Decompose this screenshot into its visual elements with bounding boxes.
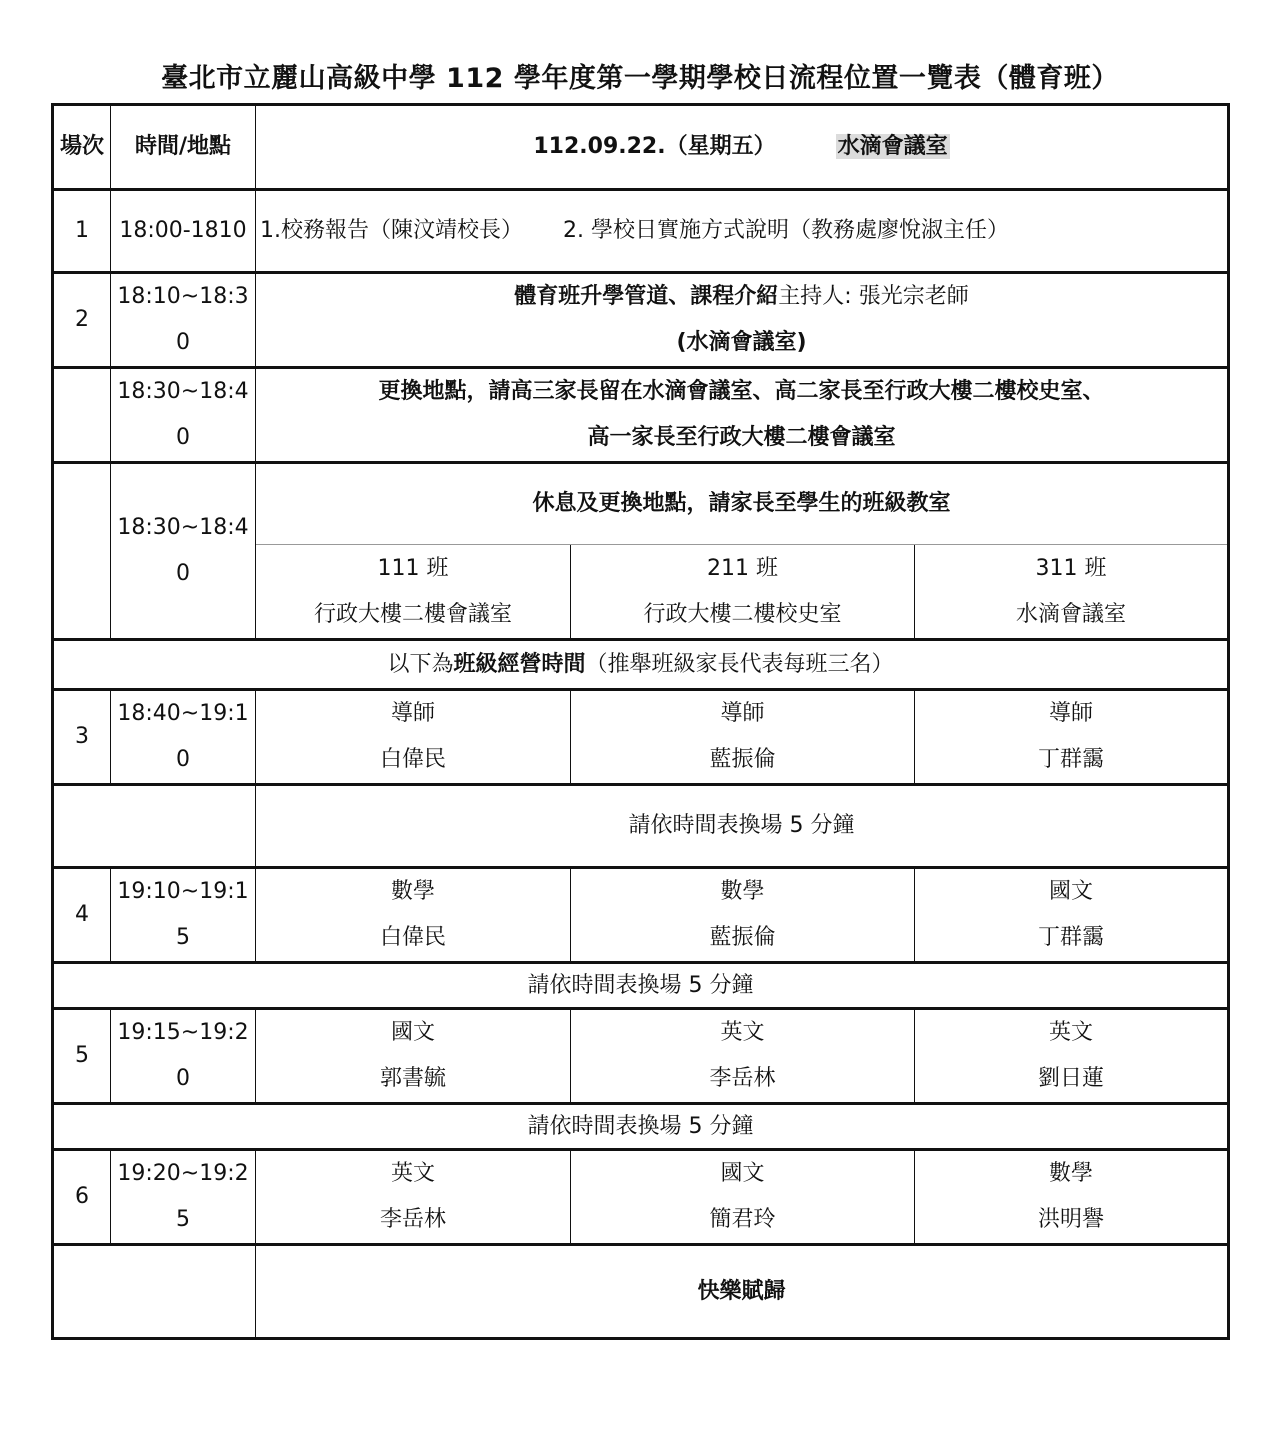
class-cell bbox=[915, 1009, 1229, 1104]
subject: 英文 bbox=[390, 1161, 435, 1186]
session-time bbox=[111, 868, 256, 963]
topic-place: (水滴會議室) bbox=[676, 330, 807, 355]
class-cell bbox=[256, 1150, 571, 1245]
class-cell bbox=[256, 868, 571, 963]
session-number: 4 bbox=[53, 868, 111, 963]
header-session: 場次 bbox=[53, 105, 111, 190]
class-cell bbox=[571, 1009, 915, 1104]
session-time bbox=[111, 273, 256, 368]
header-row bbox=[53, 105, 1229, 190]
teacher: 白偉民 bbox=[379, 925, 446, 950]
class-cell bbox=[256, 1009, 571, 1104]
teacher: 郭書毓 bbox=[379, 1066, 446, 1091]
subject: 導師 bbox=[390, 701, 435, 726]
session-number: 6 bbox=[53, 1150, 111, 1245]
table-row bbox=[53, 690, 1229, 785]
teacher: 藍振倫 bbox=[709, 747, 776, 772]
topic-host: 主持人: 張光宗老師 bbox=[778, 284, 969, 309]
class-cell bbox=[915, 690, 1229, 785]
class-cell bbox=[915, 545, 1229, 640]
header-time: 時間/地點 bbox=[111, 105, 256, 190]
table-row bbox=[53, 1150, 1229, 1245]
subject: 數學 bbox=[720, 879, 765, 904]
teacher: 丁群靄 bbox=[1037, 747, 1104, 772]
table-row bbox=[53, 463, 1229, 545]
class-room: 行政大樓二樓校史室 bbox=[643, 601, 842, 627]
class-room: 水滴會議室 bbox=[1015, 601, 1126, 627]
header-date: 112.09.22.（星期五） bbox=[533, 134, 776, 159]
subject: 國文 bbox=[720, 1161, 765, 1186]
session-topic bbox=[256, 273, 1229, 368]
table-row bbox=[53, 868, 1229, 963]
subject: 國文 bbox=[390, 1020, 435, 1045]
session-number: 2 bbox=[53, 273, 111, 368]
table-row bbox=[53, 1245, 1229, 1339]
table-row bbox=[53, 273, 1229, 368]
class-name: 211 班 bbox=[707, 555, 778, 581]
subject: 導師 bbox=[1048, 701, 1093, 726]
session-time bbox=[111, 1009, 256, 1104]
class-cell bbox=[571, 1150, 915, 1245]
teacher: 白偉民 bbox=[379, 747, 446, 772]
session-time bbox=[111, 1150, 256, 1245]
location-change-notice bbox=[256, 368, 1229, 463]
banner-text: （推舉班級家長代表每班三名） bbox=[585, 651, 894, 677]
empty-cell bbox=[53, 785, 256, 868]
table-row bbox=[53, 190, 1229, 273]
teacher: 李岳林 bbox=[709, 1066, 776, 1091]
teacher: 丁群靄 bbox=[1037, 925, 1104, 950]
table-row bbox=[53, 1104, 1229, 1150]
table-row bbox=[53, 963, 1229, 1009]
notice-line: 高一家長至行政大樓二樓會議室 bbox=[587, 425, 896, 450]
time-line: 0 bbox=[176, 747, 190, 772]
session-time bbox=[111, 368, 256, 463]
subject: 導師 bbox=[720, 701, 765, 726]
time-line: 18:10~18:3 bbox=[117, 284, 249, 309]
table-row bbox=[53, 1009, 1229, 1104]
table-row bbox=[53, 785, 1229, 868]
time-line: 0 bbox=[176, 330, 190, 355]
closing-text: 快樂賦歸 bbox=[256, 1245, 1229, 1339]
subject: 英文 bbox=[1048, 1020, 1093, 1045]
time-line: 0 bbox=[176, 1066, 190, 1091]
header-date-location bbox=[256, 105, 1229, 190]
teacher: 藍振倫 bbox=[709, 925, 776, 950]
session-agenda bbox=[256, 190, 1229, 273]
page-title: 臺北市立麗山高級中學 112 學年度第一學期學校日流程位置一覽表（體育班） bbox=[161, 63, 1119, 94]
table-row bbox=[53, 640, 1229, 690]
agenda-item: 1.校務報告（陳汶靖校長） bbox=[260, 218, 523, 243]
class-cell bbox=[571, 690, 915, 785]
session-number: 3 bbox=[53, 690, 111, 785]
session-time bbox=[111, 463, 256, 640]
session-number bbox=[53, 463, 111, 640]
subject: 數學 bbox=[390, 879, 435, 904]
teacher: 劉日蓮 bbox=[1037, 1066, 1104, 1091]
break-notice: 休息及更換地點，請家長至學生的班級教室 bbox=[256, 463, 1229, 545]
session-number: 5 bbox=[53, 1009, 111, 1104]
schedule-table bbox=[51, 103, 1230, 1340]
teacher: 洪明譽 bbox=[1037, 1207, 1104, 1232]
time-line: 19:10~19:1 bbox=[117, 879, 249, 904]
class-name: 311 班 bbox=[1035, 555, 1107, 581]
class-cell bbox=[571, 545, 915, 640]
class-time-banner bbox=[53, 640, 1229, 690]
time-line: 0 bbox=[176, 425, 190, 450]
class-cell bbox=[915, 868, 1229, 963]
time-line: 19:15~19:2 bbox=[117, 1020, 249, 1045]
session-time bbox=[111, 690, 256, 785]
time-line: 5 bbox=[176, 1207, 190, 1232]
session-number bbox=[53, 368, 111, 463]
empty-cell bbox=[53, 1245, 256, 1339]
time-line: 5 bbox=[176, 925, 190, 950]
banner-bold: 班級經營時間 bbox=[453, 651, 586, 677]
class-cell bbox=[256, 545, 571, 640]
class-room: 行政大樓二樓會議室 bbox=[313, 601, 512, 627]
time-line: 18:30~18:4 bbox=[117, 379, 249, 404]
teacher: 簡君玲 bbox=[709, 1207, 776, 1232]
agenda-item: 2. 學校日實施方式說明（教務處廖悅淑主任） bbox=[563, 218, 1009, 243]
teacher: 李岳林 bbox=[379, 1207, 446, 1232]
header-location: 水滴會議室 bbox=[837, 134, 948, 159]
session-time: 18:00-1810 bbox=[111, 190, 256, 273]
class-cell bbox=[256, 690, 571, 785]
table-row bbox=[53, 368, 1229, 463]
notice-line: 更換地點，請高三家長留在水滴會議室、高二家長至行政大樓二樓校史室、 bbox=[378, 379, 1105, 404]
time-line: 19:20~19:2 bbox=[117, 1161, 249, 1186]
time-line: 18:40~19:1 bbox=[117, 701, 249, 726]
time-line: 0 bbox=[176, 561, 190, 586]
switch-notice: 請依時間表換場 5 分鐘 bbox=[53, 963, 1229, 1009]
switch-notice: 請依時間表換場 5 分鐘 bbox=[53, 1104, 1229, 1150]
topic-title: 體育班升學管道、課程介紹 bbox=[514, 284, 779, 309]
class-name: 111 班 bbox=[377, 555, 449, 581]
subject: 數學 bbox=[1048, 1161, 1093, 1186]
switch-notice: 請依時間表換場 5 分鐘 bbox=[256, 785, 1229, 868]
session-number: 1 bbox=[53, 190, 111, 273]
subject: 國文 bbox=[1048, 879, 1093, 904]
time-line: 18:30~18:4 bbox=[117, 515, 249, 540]
class-cell bbox=[915, 1150, 1229, 1245]
class-cell bbox=[571, 868, 915, 963]
subject: 英文 bbox=[720, 1020, 765, 1045]
banner-text: 以下為 bbox=[387, 651, 454, 677]
